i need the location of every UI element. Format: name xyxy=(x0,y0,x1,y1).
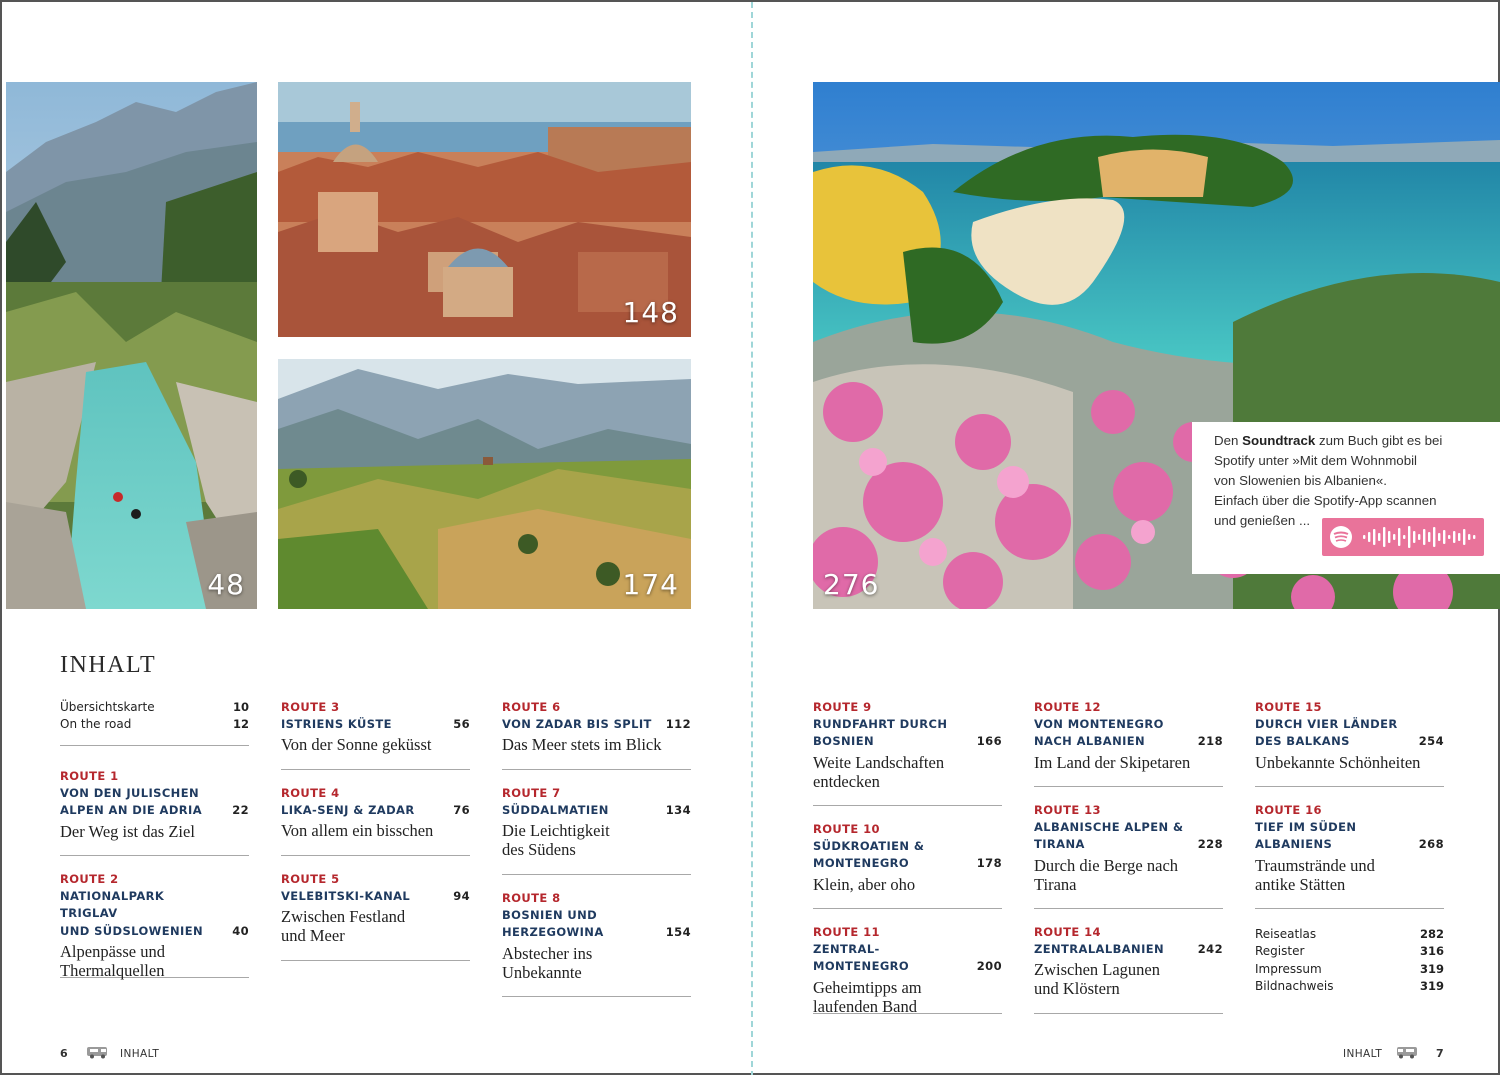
route-subtitle-line: Von der Sonne geküsst xyxy=(281,735,432,755)
soundtrack-line-2: Spotify unter »Mit dem Wohnmobil xyxy=(1214,453,1417,468)
toc-entry-page: 282 xyxy=(1419,927,1444,941)
footer-page-number-left: 6 xyxy=(60,1047,68,1060)
route-subtitle-line: Unbekannte Schönheiten xyxy=(1255,752,1421,772)
route-page: 228 xyxy=(1197,837,1223,852)
route-subtitle xyxy=(502,944,691,982)
toc-route-13[interactable] xyxy=(1034,802,1223,909)
toc-entry-label: On the road xyxy=(60,717,132,732)
route-subtitle xyxy=(1255,753,1444,772)
route-subtitle xyxy=(281,907,470,945)
soundtrack-line-4: Einfach über die Spotify-App scannen xyxy=(1214,493,1437,508)
route-number: ROUTE 13 xyxy=(1034,803,1101,817)
route-number: ROUTE 15 xyxy=(1255,700,1322,714)
route-subtitle-line: Unbekannte xyxy=(502,962,582,982)
route-heading-line: NACH ALBANIEN xyxy=(1034,734,1146,749)
route-heading-line: ZENTRALALBANIEN xyxy=(1034,942,1165,956)
route-heading-line: VELEBITSKI-KANAL xyxy=(281,889,411,903)
route-subtitle-line: Von allem ein bisschen xyxy=(281,821,434,841)
route-number: ROUTE 1 xyxy=(60,769,119,783)
route-subtitle xyxy=(502,735,691,754)
route-page: 112 xyxy=(665,717,691,731)
soundtrack-line-1 xyxy=(1214,431,1488,451)
route-subtitle xyxy=(60,942,249,980)
route-heading xyxy=(1255,819,1444,854)
route-page: 94 xyxy=(453,889,470,903)
route-heading-line: UND SÜDSLOWENIEN xyxy=(60,923,203,938)
toc-entry-label: Register xyxy=(1255,944,1305,959)
route-heading-line: BOSNIEN xyxy=(813,734,875,749)
toc-route-3[interactable] xyxy=(281,699,470,770)
route-page: 154 xyxy=(665,925,691,940)
toc-entry[interactable] xyxy=(60,699,249,716)
route-page: 218 xyxy=(1197,734,1223,749)
toc-entry[interactable] xyxy=(1255,926,1444,943)
route-subtitle-line: Geheimtipps am xyxy=(813,977,922,997)
route-number: ROUTE 4 xyxy=(281,786,340,800)
route-subtitle xyxy=(813,978,1002,1016)
route-heading xyxy=(502,802,691,819)
toc-route-8[interactable] xyxy=(502,890,691,997)
toc-entry[interactable] xyxy=(1255,943,1444,960)
route-number: ROUTE 8 xyxy=(502,891,561,905)
route-page: 40 xyxy=(232,923,249,938)
footer-section-label-right: INHALT xyxy=(1343,1048,1383,1060)
photo-dubrovnik xyxy=(278,82,691,337)
route-heading-line: BOSNIEN UND xyxy=(502,908,598,922)
route-page: 134 xyxy=(665,803,691,817)
toc-route-10[interactable] xyxy=(813,821,1002,909)
route-heading xyxy=(1034,819,1223,854)
toc-entry-page: 12 xyxy=(232,717,249,732)
toc-entry-label: Übersichtskarte xyxy=(60,700,155,714)
route-page: 76 xyxy=(453,803,470,817)
route-heading-line: SÜDDALMATIEN xyxy=(502,803,609,817)
toc-route-12[interactable] xyxy=(1034,699,1223,787)
route-subtitle-line: Der Weg ist das Ziel xyxy=(60,821,195,841)
route-heading-line: VON MONTENEGRO xyxy=(1034,717,1164,731)
route-heading-line: RUNDFAHRT DURCH xyxy=(813,717,948,731)
route-heading xyxy=(813,838,1002,873)
route-subtitle-line: Weite Landschaften xyxy=(813,752,945,772)
route-subtitle-line: Zwischen Lagunen xyxy=(1034,960,1160,980)
route-subtitle xyxy=(281,735,470,754)
page-title: INHALT xyxy=(60,652,157,678)
route-subtitle-line: Alpenpässe und xyxy=(60,941,165,961)
route-number: ROUTE 5 xyxy=(281,872,340,886)
toc-entry-page: 316 xyxy=(1419,944,1444,959)
toc-entry-page: 10 xyxy=(232,700,249,714)
toc-route-15[interactable] xyxy=(1255,699,1444,787)
route-heading xyxy=(1034,716,1223,751)
route-heading-line: MONTENEGRO xyxy=(813,856,910,871)
photo-page-number: 174 xyxy=(622,568,679,601)
route-heading xyxy=(502,907,691,942)
route-subtitle-line: entdecken xyxy=(813,771,880,791)
route-heading xyxy=(1255,716,1444,751)
route-heading xyxy=(281,888,470,905)
route-page: 166 xyxy=(976,734,1002,749)
route-subtitle-line: Im Land der Skipetaren xyxy=(1034,752,1191,772)
route-number: ROUTE 16 xyxy=(1255,803,1322,817)
route-heading-line: TIRANA xyxy=(1034,837,1085,852)
route-subtitle-line: Klein, aber oho xyxy=(813,874,916,894)
route-subtitle-line: Thermalquellen xyxy=(60,960,165,980)
route-heading xyxy=(502,716,691,733)
route-heading xyxy=(281,716,470,733)
toc-appendix-block xyxy=(1255,926,1444,995)
toc-column-6 xyxy=(1255,699,1444,995)
route-heading-line: ALBANIENS xyxy=(1255,837,1333,852)
spotify-icon xyxy=(1330,526,1352,548)
spotify-scan-code[interactable] xyxy=(1322,518,1484,556)
soundtrack-line-3: von Slowenien bis Albanien«. xyxy=(1214,473,1387,488)
route-page: 268 xyxy=(1418,837,1444,852)
route-subtitle xyxy=(60,822,249,841)
soundtrack-prefix: Den xyxy=(1214,433,1243,448)
route-heading xyxy=(813,941,1002,976)
toc-column-5 xyxy=(1034,699,1223,1014)
route-page: 178 xyxy=(976,856,1002,871)
toc-entry-label: Bildnachweis xyxy=(1255,978,1334,993)
route-subtitle-line: Die Leichtigkeit xyxy=(502,821,610,841)
photo-page-number: 48 xyxy=(207,568,245,601)
route-heading xyxy=(813,716,1002,751)
toc-route-1[interactable] xyxy=(60,768,249,856)
route-subtitle-line: Traumstrände und xyxy=(1255,855,1375,875)
route-heading-line: VON DEN JULISCHEN xyxy=(60,786,199,800)
route-subtitle-line: Tirana xyxy=(1034,874,1077,894)
route-subtitle-line: antike Stätten xyxy=(1255,874,1346,894)
route-subtitle-line: des Südens xyxy=(502,840,576,860)
toc-route-9[interactable] xyxy=(813,699,1002,806)
route-subtitle xyxy=(281,821,470,840)
route-subtitle-line: Durch die Berge nach xyxy=(1034,855,1179,875)
camper-van-icon xyxy=(1394,1045,1418,1059)
route-heading-line: NATIONALPARK TRIGLAV xyxy=(60,889,165,921)
route-number: ROUTE 7 xyxy=(502,786,561,800)
route-number: ROUTE 9 xyxy=(813,700,872,714)
photo-mountain-valley xyxy=(278,359,691,609)
route-number: ROUTE 6 xyxy=(502,700,561,714)
route-subtitle xyxy=(1034,960,1223,998)
toc-route-5[interactable] xyxy=(281,871,470,961)
soundtrack-bold-word: Soundtrack xyxy=(1242,433,1316,448)
toc-entry[interactable] xyxy=(60,716,249,733)
route-heading-line: VON ZADAR BIS SPLIT xyxy=(502,717,652,731)
route-subtitle-line: Das Meer stets im Blick xyxy=(502,735,662,755)
photo-soca-river xyxy=(6,82,257,609)
route-subtitle-line: Zwischen Festland xyxy=(281,907,406,927)
route-number: ROUTE 10 xyxy=(813,822,880,836)
route-subtitle-line: Abstecher ins xyxy=(502,943,593,963)
footer-section-label-left: INHALT xyxy=(120,1048,160,1060)
toc-column-1 xyxy=(60,699,249,978)
route-heading-line: DURCH VIER LÄNDER xyxy=(1255,717,1398,731)
photo-page-number: 148 xyxy=(622,296,679,329)
footer-page-number-right: 7 xyxy=(1436,1047,1444,1060)
toc-entry[interactable] xyxy=(1255,961,1444,978)
route-number: ROUTE 12 xyxy=(1034,700,1101,714)
spotify-code-bars xyxy=(1363,526,1475,548)
route-heading xyxy=(60,888,249,940)
route-heading-line: DES BALKANS xyxy=(1255,734,1350,749)
route-heading-line: HERZEGOWINA xyxy=(502,925,604,940)
route-subtitle xyxy=(502,821,691,859)
toc-column-2 xyxy=(281,699,470,961)
toc-route-7[interactable] xyxy=(502,785,691,875)
route-heading-line: ZENTRAL-MONTENEGRO xyxy=(813,942,910,974)
toc-entry-page: 319 xyxy=(1419,961,1444,976)
route-heading-line: ALBANISCHE ALPEN & xyxy=(1034,820,1184,834)
toc-route-14[interactable] xyxy=(1034,924,1223,1014)
route-page: 200 xyxy=(976,959,1002,974)
page-fold xyxy=(751,2,753,1075)
toc-route-4[interactable] xyxy=(281,785,470,856)
soundtrack-line-5: und genießen ... xyxy=(1214,513,1311,528)
route-heading-line: SÜDKROATIEN & xyxy=(813,839,925,853)
route-heading xyxy=(1034,941,1223,958)
route-subtitle xyxy=(813,875,1002,894)
soundtrack-info-box xyxy=(1192,422,1500,574)
route-subtitle-line: und Meer xyxy=(281,926,345,946)
route-heading-line: LIKA-SENJ & ZADAR xyxy=(281,803,415,817)
toc-intro-block xyxy=(60,699,249,746)
toc-route-16[interactable] xyxy=(1255,802,1444,909)
toc-column-3 xyxy=(502,699,691,997)
route-heading xyxy=(281,802,470,819)
route-heading-line: ALPEN AN DIE ADRIA xyxy=(60,803,203,818)
toc-entry-page: 319 xyxy=(1419,978,1444,993)
route-subtitle-line: und Klöstern xyxy=(1034,979,1120,999)
route-number: ROUTE 3 xyxy=(281,700,340,714)
route-heading xyxy=(60,785,249,820)
toc-route-2[interactable] xyxy=(60,871,249,978)
route-number: ROUTE 11 xyxy=(813,925,880,939)
route-page: 242 xyxy=(1197,942,1223,956)
route-page: 254 xyxy=(1418,734,1444,749)
soundtrack-line-1-rest: zum Buch gibt es bei xyxy=(1315,433,1443,448)
route-subtitle xyxy=(813,753,1002,791)
route-heading-line: ISTRIENS KÜSTE xyxy=(281,717,392,731)
toc-entry[interactable] xyxy=(1255,978,1444,995)
toc-route-11[interactable] xyxy=(813,924,1002,1014)
toc-entry-label: Impressum xyxy=(1255,961,1322,976)
route-subtitle xyxy=(1034,753,1223,772)
route-heading-line: TIEF IM SÜDEN xyxy=(1255,820,1357,834)
photo-page-number: 276 xyxy=(823,568,880,601)
route-page: 56 xyxy=(453,717,470,731)
route-subtitle xyxy=(1034,856,1223,894)
route-subtitle xyxy=(1255,856,1444,894)
route-subtitle-line: laufenden Band xyxy=(813,996,918,1016)
route-number: ROUTE 2 xyxy=(60,872,119,886)
route-page: 22 xyxy=(232,803,249,818)
toc-route-6[interactable] xyxy=(502,699,691,770)
toc-column-4 xyxy=(813,699,1002,1014)
toc-entry-label: Reiseatlas xyxy=(1255,927,1317,941)
route-number: ROUTE 14 xyxy=(1034,925,1101,939)
camper-van-icon xyxy=(86,1045,110,1059)
